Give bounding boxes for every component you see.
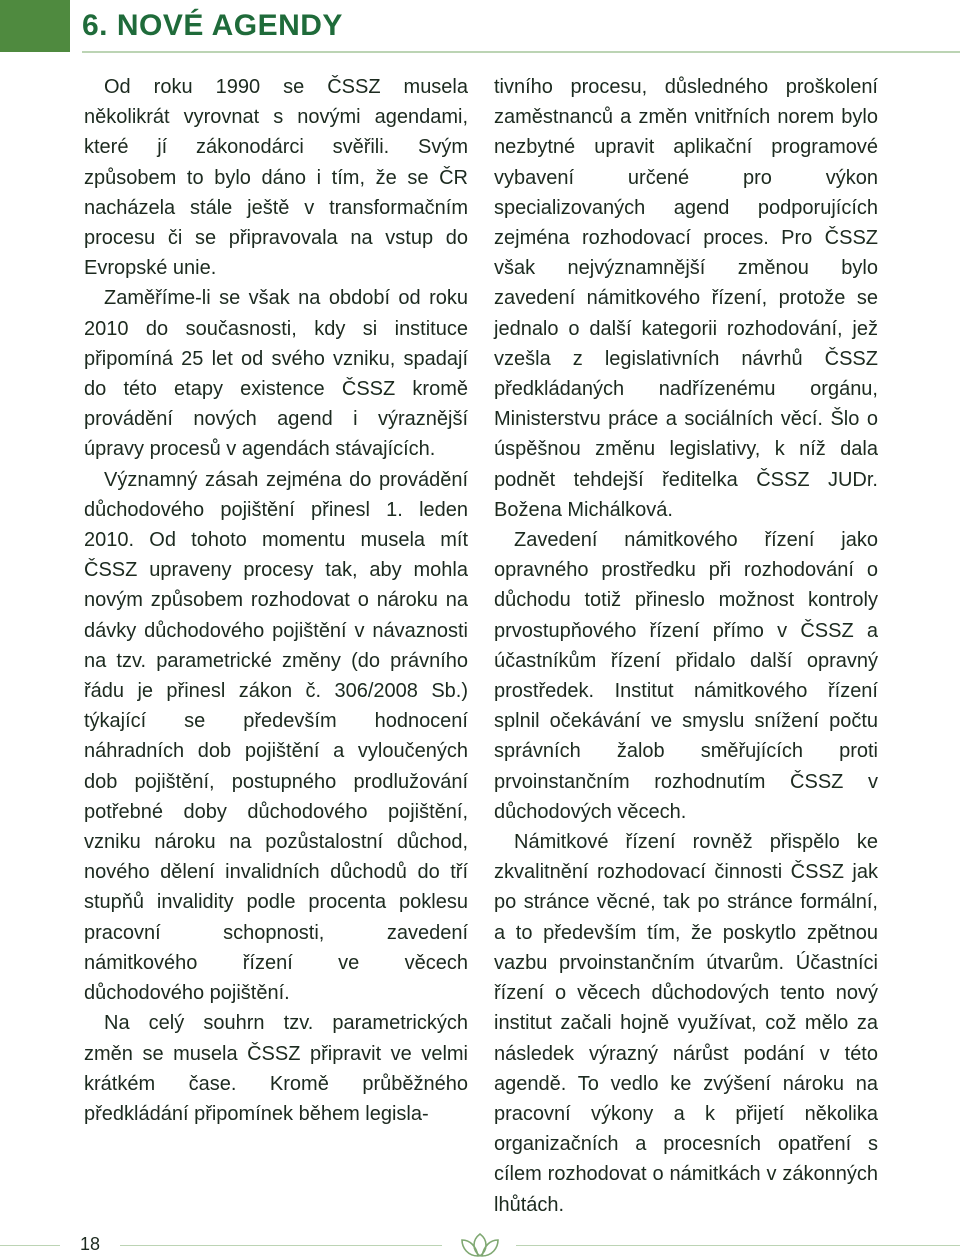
title-divider (82, 51, 960, 53)
page-number: 18 (80, 1234, 101, 1254)
paragraph: Na celý souhrn tzv. parametrických změn se musela ČSSZ připravit ve velmi krátkém čase. Kromě průběžného předkládání připomínek během legisla- (84, 1012, 468, 1125)
paragraph: tivního procesu, důsledného proškolení zaměstnanců a změn vnitřních norem bylo nezbytné upravit aplikační programové vybavení určené pro výkon specializovaných agend podporujících zejména rozhodovací proces. Pro ČSSZ však nejvýznamnější změnou bylo zavedení námitkového řízení, protože se jednalo o další kategorii rozhodování, jež vzešla z legislativních návrhů ČSSZ předkládaných nadřízenému orgánu, Ministerstvu práce a sociálních věcí. Šlo o úspěšnou změnu legislativy, k níž dala podnět tehdejší ředitelka ČSSZ JUDr. Božena Michálková. (494, 76, 878, 521)
page-title: 6. NOVÉ AGENDY (82, 9, 343, 42)
left-column (84, 72, 468, 1129)
title-accent-bar (0, 0, 70, 52)
footer-divider (516, 1245, 960, 1246)
footer-divider (120, 1245, 442, 1246)
paragraph: Zavedení námitkového řízení jako opravného prostředku při rozhodování o důchodu totiž přineslo možnost kontroly prvostupňového řízení přímo v ČSSZ a účastníkům řízení přidalo další opravný prostředek. Institut námitkového řízení splnil očekávání ve smyslu snížení počtu správních žalob směřujících proti prvoinstančním rozhodnutím ČSSZ v důchodových věcech. (494, 529, 878, 823)
paragraph: Od roku 1990 se ČSSZ musela několikrát vyrovnat s novými agendami, které jí zákonodárci svěřili. Svým způsobem to bylo dáno i tím, že se ČR nacházela stále ještě v transformačním procesu či se připravovala na vstup do Evropské unie. (84, 76, 468, 280)
paragraph: Významný zásah zejména do provádění důchodového pojištění přinesl 1. leden 2010. Od tohoto momentu musela mít ČSSZ upraveny procesy tak, aby mohla novým způsobem rozhodovat o nároku na dávky důchodového pojištění v návaznosti na tzv. parametrické změny (do právního řádu je přinesl zákon č. 306/2008 Sb.) týkající se především hodnocení náhradních dob pojištění a vyloučených dob pojištění, postupného prodlužování potřebné doby důchodového pojištění, vzniku nároku na pozůstalostní důchod, nového dělení invalidních důchodů do tří stupňů invalidity podle procenta poklesu pracovní schopnosti, zavedení námitkového řízení ve věcech důchodového pojištění. (84, 468, 468, 1005)
right-column (494, 72, 878, 1220)
footer-divider (0, 1245, 60, 1246)
paragraph: Námitkové řízení rovněž přispělo ke zkvalitnění rozhodovací činnosti ČSSZ jak po stránce věcné, tak po stránce formální, a to především tím, že poskytlo zpětnou vazbu prvoinstančním útvarům. Účastníci řízení o věcech důchodových tento nový institut začali hojně využívat, což mělo za následek výrazný nárůst podání v této agendě. To vedlo ke zvýšení nároku na pracovní výkony a k přijetí několika organizačních a procesních opatření s cílem rozhodovat o námitkách v zákonných lhůtách. (494, 831, 878, 1216)
paragraph: Zaměříme-li se však na období od roku 2010 do současnosti, kdy si instituce připomíná 25 let od svého vzniku, spadají do této etapy existence ČSSZ kromě provádění nových agend i výraznější úpravy procesů v agendách stávajících. (84, 287, 468, 461)
leaf-ornament-icon (456, 1232, 504, 1258)
